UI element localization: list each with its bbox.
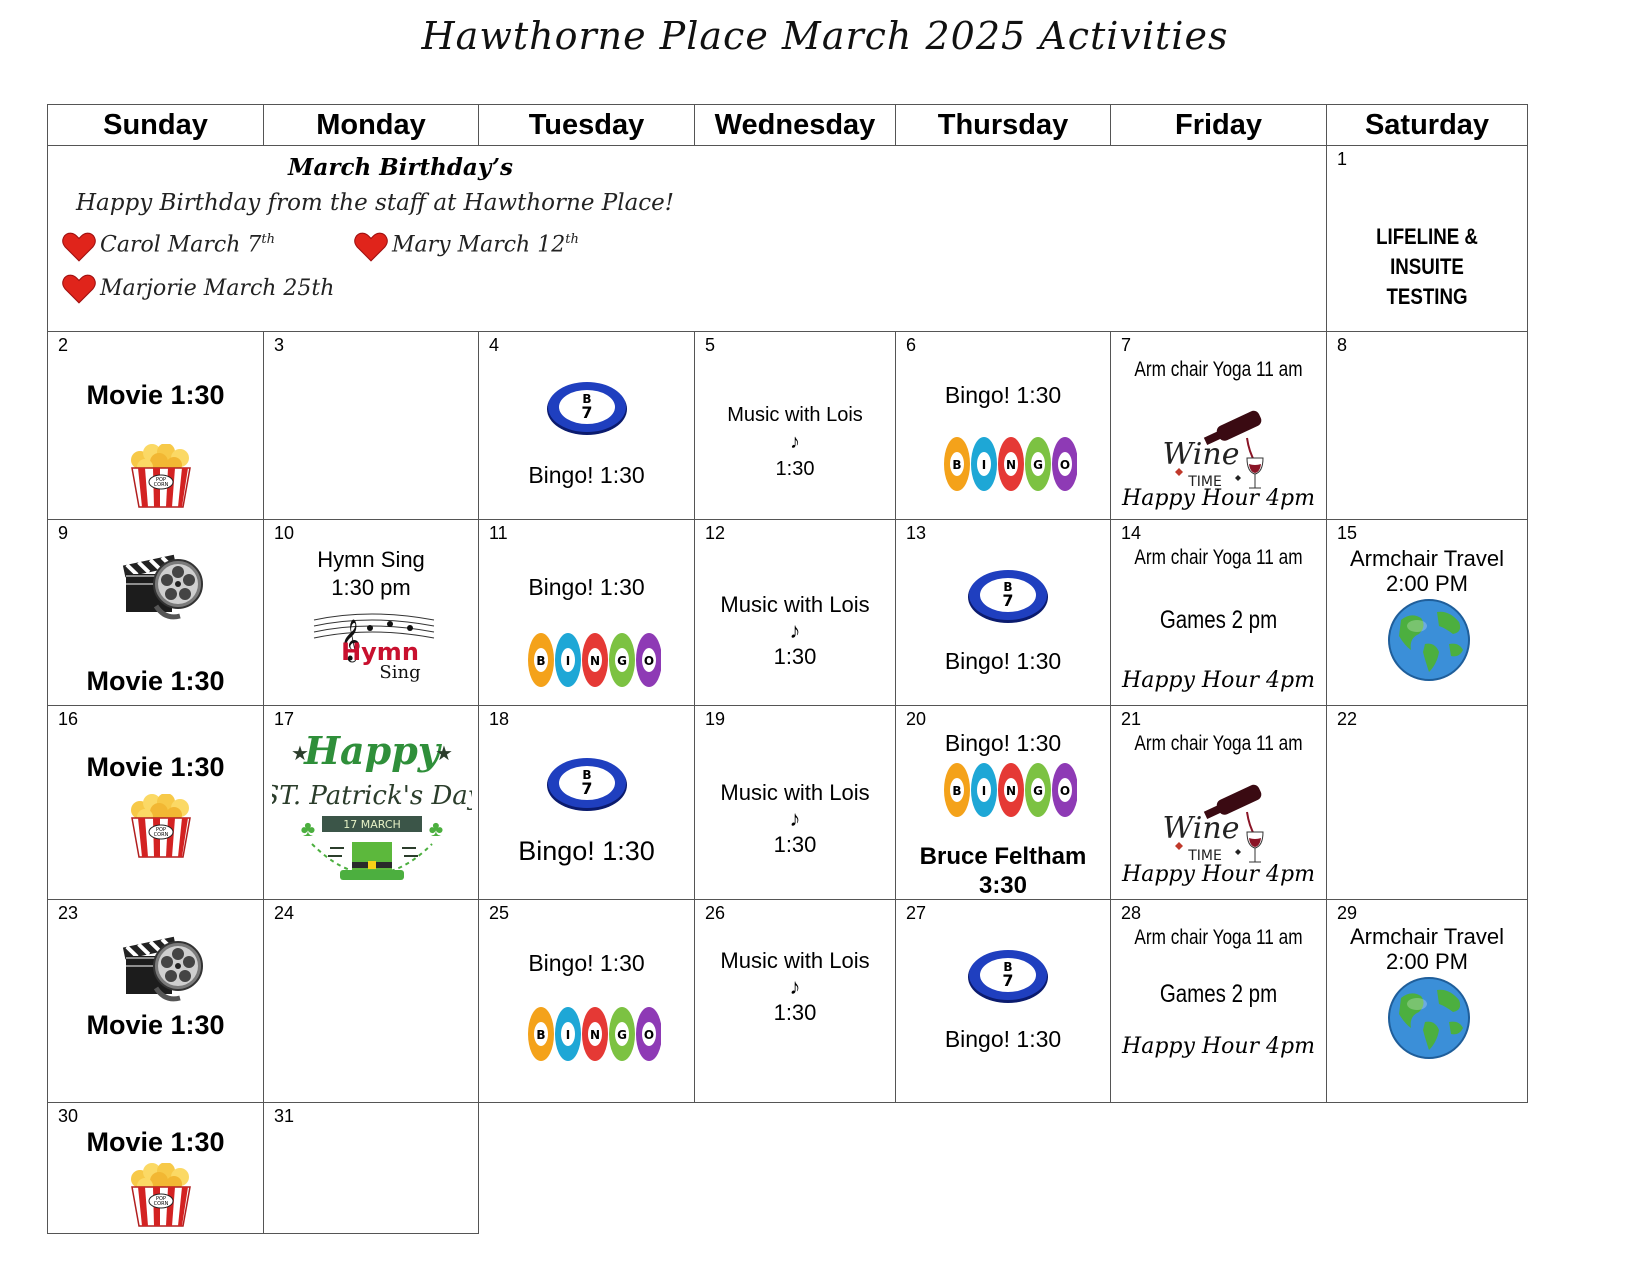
event-music [695, 948, 895, 1026]
bingo-balls-icon [943, 762, 1077, 818]
event-bingo: Bingo! 1:30 [528, 574, 645, 600]
day-cell [264, 900, 479, 1103]
globe-icon [1387, 598, 1471, 682]
lifeline-line2: TESTING [1386, 284, 1468, 309]
day-cell [695, 706, 896, 900]
day-number: 24 [274, 903, 295, 923]
empty-cell [695, 1103, 896, 1234]
day-number: 25 [489, 903, 510, 923]
day-number: 21 [1121, 709, 1142, 729]
event-bruce-feltham [896, 842, 1110, 900]
day-number: 31 [274, 1106, 295, 1126]
day-number: 4 [489, 335, 500, 355]
day-cell [264, 706, 479, 900]
day-number: 2 [58, 335, 69, 355]
music-time: 1:30 [773, 1000, 817, 1025]
day-cell [48, 1103, 264, 1234]
day-number: 1 [1337, 149, 1348, 169]
day-number: 20 [906, 709, 927, 729]
day-number: 11 [489, 523, 508, 543]
day-number: 16 [58, 709, 79, 729]
birthday-person: Carol March 7th [100, 232, 275, 258]
empty-cell [1111, 1103, 1327, 1234]
day-cell [264, 332, 479, 520]
music-title: Music with Lois [727, 404, 863, 426]
day-cell [695, 332, 896, 520]
day-cell [896, 520, 1111, 706]
travel-time: 2:00 PM [1386, 949, 1468, 974]
bingo-ball-icon [545, 378, 629, 436]
popcorn-icon [126, 444, 196, 508]
bruce-name: Bruce Feltham [919, 843, 1087, 870]
day-cell [1111, 706, 1327, 900]
day-number: 19 [705, 709, 726, 729]
st-patricks-day-icon [272, 724, 472, 894]
day-number: 6 [906, 335, 917, 355]
birthday-box [48, 146, 1327, 332]
day-cell [48, 520, 264, 706]
event-happy-hour: Happy Hour 4pm [1122, 668, 1315, 693]
day-number: 8 [1337, 335, 1348, 355]
event-bingo: Bingo! 1:30 [528, 462, 645, 488]
day-number: 5 [705, 335, 716, 355]
music-note-icon: ♪ [789, 974, 801, 999]
event-movie: Movie 1:30 [86, 752, 225, 782]
day-cell [896, 332, 1111, 520]
birthday-message: Happy Birthday from the staff at Hawthorne Place! [76, 190, 675, 216]
music-time: 1:30 [773, 832, 817, 857]
event-bingo: Bingo! 1:30 [944, 730, 1062, 756]
day-cell [896, 706, 1111, 900]
day-cell [1327, 146, 1528, 332]
day-number: 13 [906, 523, 927, 543]
event-music [695, 780, 895, 858]
day-cell [1327, 706, 1528, 900]
day-cell [695, 520, 896, 706]
day-cell [479, 900, 695, 1103]
popcorn-icon [126, 1163, 196, 1227]
weekday-tuesday: Tuesday [479, 105, 695, 146]
wine-time-icon [1159, 782, 1279, 872]
bingo-balls-icon [943, 436, 1077, 492]
day-number: 10 [274, 523, 295, 543]
event-yoga: Arm chair Yoga 11 am [1134, 732, 1303, 755]
weekday-monday: Monday [264, 105, 479, 146]
day-cell [1111, 332, 1327, 520]
weekday-wednesday: Wednesday [695, 105, 896, 146]
music-time: 1:30 [775, 458, 815, 480]
day-cell [479, 706, 695, 900]
event-bingo: Bingo! 1:30 [944, 1026, 1062, 1052]
day-number: 14 [1121, 523, 1142, 543]
music-note-icon: ♪ [789, 806, 801, 831]
empty-cell [896, 1103, 1111, 1234]
day-cell [264, 1103, 479, 1234]
day-number: 27 [906, 903, 927, 923]
lifeline-line1: LIFELINE & INSUITE [1376, 224, 1478, 279]
day-number: 18 [489, 709, 510, 729]
heart-icon [62, 232, 96, 262]
event-happy-hour: Happy Hour 4pm [1122, 862, 1315, 887]
globe-icon [1387, 976, 1471, 1060]
event-armchair-travel [1327, 546, 1527, 596]
bingo-ball-icon [545, 754, 629, 812]
day-number: 26 [705, 903, 726, 923]
hymn-title: Hymn Sing [317, 547, 425, 572]
weekday-header-row [48, 105, 1528, 146]
day-cell [479, 332, 695, 520]
bingo-balls-icon [527, 1006, 661, 1062]
day-number: 15 [1337, 523, 1358, 543]
event-bingo: Bingo! 1:30 [944, 648, 1062, 674]
music-time: 1:30 [773, 644, 817, 669]
event-music [695, 402, 895, 483]
day-number: 17 [274, 709, 295, 729]
travel-time: 2:00 PM [1386, 571, 1468, 596]
film-reel-icon [120, 546, 204, 622]
day-cell [48, 706, 264, 900]
event-movie: Movie 1:30 [86, 380, 225, 410]
calendar-grid [47, 104, 1528, 1234]
event-bingo: Bingo! 1:30 [944, 382, 1062, 408]
day-number: 23 [58, 903, 79, 923]
day-cell [1111, 900, 1327, 1103]
event-bingo: Bingo! 1:30 [528, 950, 645, 976]
music-title: Music with Lois [720, 592, 870, 617]
event-bingo: Bingo! 1:30 [518, 836, 655, 866]
event-games: Games 2 pm [1159, 980, 1278, 1008]
event-yoga: Arm chair Yoga 11 am [1134, 358, 1303, 381]
day-cell [1111, 520, 1327, 706]
day-number: 30 [58, 1106, 79, 1126]
day-number: 12 [705, 523, 726, 543]
music-title: Music with Lois [720, 780, 870, 805]
weekday-saturday: Saturday [1327, 105, 1528, 146]
weekday-thursday: Thursday [896, 105, 1111, 146]
event-yoga: Arm chair Yoga 11 am [1134, 926, 1303, 949]
hymn-time: 1:30 pm [331, 575, 411, 600]
day-number: 28 [1121, 903, 1142, 923]
lifeline-testing [1342, 222, 1512, 312]
event-happy-hour: Happy Hour 4pm [1122, 486, 1315, 511]
day-cell [48, 332, 264, 520]
day-cell [1327, 900, 1528, 1103]
travel-title: Armchair Travel [1349, 546, 1505, 571]
birthday-heading: March Birthday’s [288, 154, 514, 181]
birthday-person: Marjorie March 25th [100, 276, 335, 301]
bruce-time: 3:30 [978, 872, 1028, 899]
heart-icon [354, 232, 388, 262]
heart-icon [62, 274, 96, 304]
empty-cell [1327, 1103, 1528, 1234]
wine-time-icon [1159, 408, 1279, 498]
event-music [695, 592, 895, 670]
day-number: 29 [1337, 903, 1358, 923]
travel-title: Armchair Travel [1349, 924, 1505, 949]
day-cell [896, 900, 1111, 1103]
bingo-balls-icon [527, 632, 661, 688]
empty-cell [479, 1103, 695, 1234]
bingo-ball-icon [966, 566, 1050, 624]
event-happy-hour: Happy Hour 4pm [1122, 1034, 1315, 1059]
birthday-person: Mary March 12th [392, 232, 579, 258]
music-note-icon: ♪ [790, 431, 800, 453]
event-armchair-travel [1327, 924, 1527, 974]
event-games: Games 2 pm [1159, 606, 1278, 634]
day-cell [264, 520, 479, 706]
weekday-friday: Friday [1111, 105, 1327, 146]
hymn-sing-icon [310, 606, 440, 682]
event-movie: Movie 1:30 [86, 1010, 225, 1040]
day-cell [1327, 332, 1528, 520]
day-number: 7 [1121, 335, 1132, 355]
music-note-icon: ♪ [789, 618, 801, 643]
popcorn-icon [126, 794, 196, 858]
film-reel-icon [120, 928, 204, 1004]
music-title: Music with Lois [720, 948, 870, 973]
event-movie: Movie 1:30 [86, 666, 225, 696]
day-cell [695, 900, 896, 1103]
bingo-ball-icon [966, 946, 1050, 1004]
day-cell [479, 520, 695, 706]
day-number: 9 [58, 523, 69, 543]
event-movie: Movie 1:30 [86, 1127, 225, 1157]
weekday-sunday: Sunday [48, 105, 264, 146]
day-cell [48, 900, 264, 1103]
day-number: 22 [1337, 709, 1358, 729]
event-hymn-sing [264, 546, 478, 602]
day-number: 3 [274, 335, 285, 355]
page-title: Hawthorne Place March 2025 Activities [421, 14, 1229, 58]
day-cell [1327, 520, 1528, 706]
event-yoga: Arm chair Yoga 11 am [1134, 546, 1303, 569]
